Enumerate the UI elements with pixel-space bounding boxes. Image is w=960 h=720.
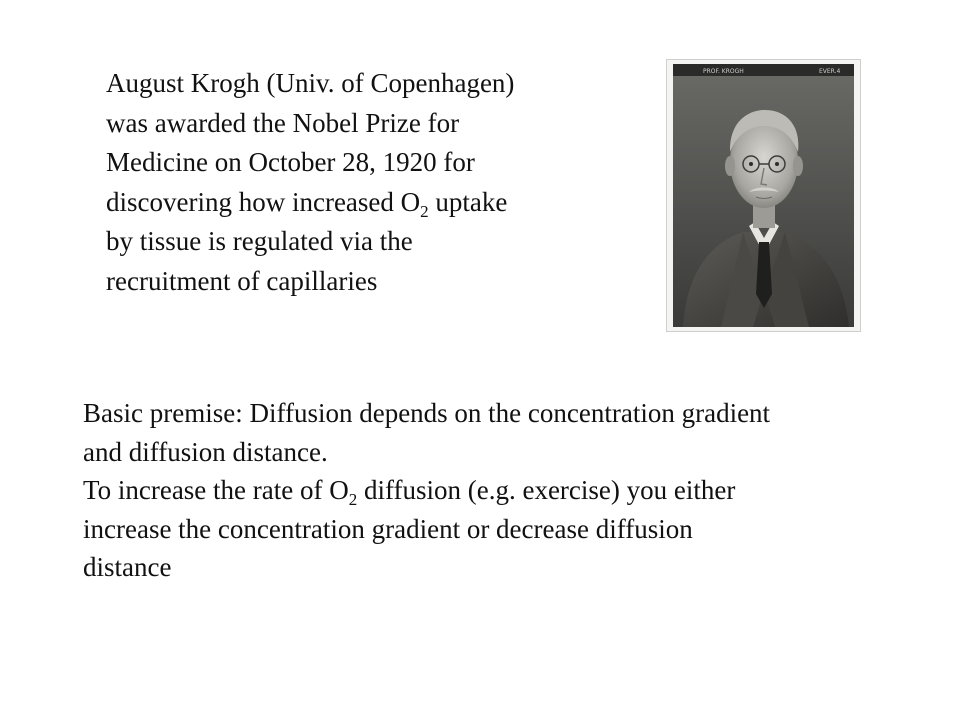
krogh-portrait-frame — [667, 60, 860, 331]
portrait-caption: PROF. KROGH — [703, 68, 744, 75]
diffusion-premise-paragraph — [83, 394, 923, 587]
premise-line-4: increase the concentration gradient or decrease diffusion — [83, 513, 693, 544]
intro-line-4-tail: uptake — [428, 186, 508, 217]
premise-line-1: Basic premise: Diffusion depends on the concentration gradient — [83, 398, 771, 428]
premise-line-3 — [83, 471, 923, 510]
intro-line-6: recruitment of capillaries — [106, 265, 378, 296]
portrait-illustration — [673, 64, 854, 327]
intro-line-4 — [106, 183, 606, 223]
intro-line-2: was awarded the Nobel Prize for — [106, 107, 460, 138]
premise-line-5: distance — [83, 552, 172, 582]
krogh-intro-paragraph — [106, 64, 606, 301]
premise-line-3-tail: diffusion (e.g. exercise) you either — [357, 475, 736, 505]
premise-line-2: and diffusion distance. — [83, 436, 328, 467]
portrait-corner-mark: EVER.4 — [819, 68, 841, 75]
krogh-portrait-photo — [673, 64, 854, 327]
intro-line-3: Medicine on October 28, 1920 for — [106, 147, 475, 177]
o2-subscript: 2 — [420, 201, 429, 221]
intro-line-1: August Krogh (Univ. of Copenhagen) — [106, 68, 515, 98]
intro-line-5: by tissue is regulated via the — [106, 226, 413, 256]
intro-line-4-text: discovering how increased O — [106, 186, 421, 217]
premise-line-3-text: To increase the rate of O — [83, 475, 349, 505]
o2-subscript: 2 — [348, 490, 358, 509]
